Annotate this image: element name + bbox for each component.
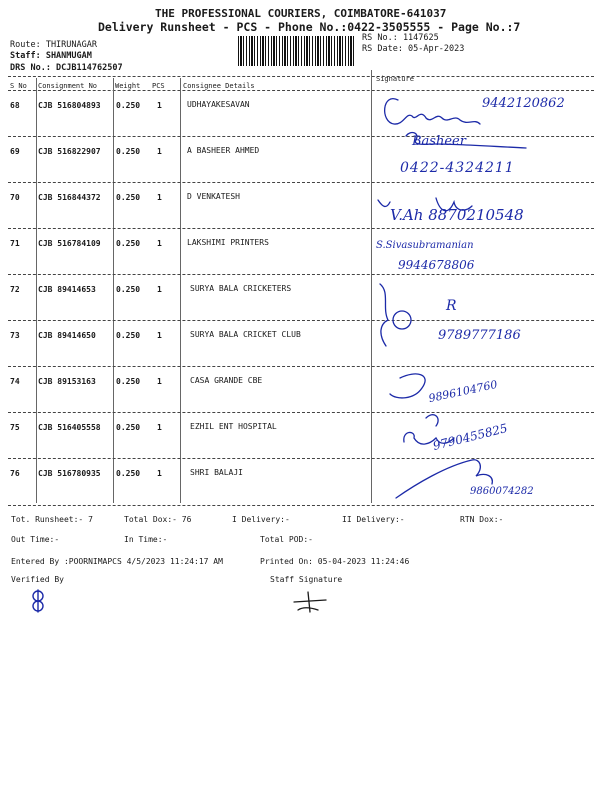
row-consignee: UDHAYAKESAVAN bbox=[187, 100, 250, 109]
out-time: Out Time:- bbox=[11, 535, 60, 544]
col-header-weight: Weight bbox=[115, 82, 141, 90]
in-time: In Time:- bbox=[124, 535, 168, 544]
verifier-signature-mark bbox=[26, 588, 56, 614]
handwritten-phone: 9442120862 bbox=[482, 96, 565, 111]
col-divider bbox=[113, 78, 114, 503]
col-divider bbox=[36, 78, 37, 503]
row-pcs: 1 bbox=[157, 193, 162, 202]
handwritten-phone: 9944678806 bbox=[398, 258, 475, 272]
row-consignment: CJB 516822907 bbox=[38, 147, 101, 156]
row-consignee: A BASHEER AHMED bbox=[187, 146, 260, 155]
rs-number: RS No.: 1147625 bbox=[362, 33, 439, 43]
staff-label: Staff: SHANMUGAM bbox=[10, 51, 92, 61]
handwritten-phone: 9789777186 bbox=[438, 328, 521, 343]
col-divider bbox=[180, 78, 181, 503]
col-header-consignment: Consignment No bbox=[38, 82, 98, 90]
row-weight: 0.250 bbox=[116, 193, 141, 202]
row-sno: 70 bbox=[10, 193, 20, 202]
row-consignee: EZHIL ENT HOSPITAL bbox=[190, 422, 277, 431]
ii-delivery: II Delivery:- bbox=[342, 515, 405, 524]
col-divider bbox=[371, 70, 372, 503]
col-header-pcs: PCS bbox=[152, 82, 165, 90]
col-header-signature: Signature bbox=[376, 75, 414, 83]
row-consignment: CJB 516405558 bbox=[38, 423, 101, 432]
entered-by: Entered By :POORNIMAPCS 4/5/2023 11:24:17 AM bbox=[11, 557, 223, 566]
row-consignment: CJB 89414653 bbox=[38, 285, 96, 294]
row-weight: 0.250 bbox=[116, 101, 141, 110]
route-label: Route: THIRUNAGAR bbox=[10, 40, 97, 50]
row-pcs: 1 bbox=[157, 147, 162, 156]
company-title: THE PROFESSIONAL COURIERS, COIMBATORE-641037 bbox=[155, 7, 447, 20]
handwritten-signature: V.Ah 8870210548 bbox=[390, 206, 524, 224]
handwritten-name: S.Sivasubramanian bbox=[376, 240, 474, 251]
runsheet-subtitle: Delivery Runsheet - PCS - Phone No.:0422-3505555 - Page No.:7 bbox=[98, 20, 521, 34]
handwritten-initial: R bbox=[446, 298, 457, 314]
handwritten-phone: 9860074282 bbox=[470, 486, 534, 497]
row-consignment: CJB 89414650 bbox=[38, 331, 96, 340]
row-sno: 76 bbox=[10, 469, 20, 478]
row-sno: 73 bbox=[10, 331, 20, 340]
staff-signature-label: Staff Signature bbox=[270, 575, 343, 584]
barcode bbox=[238, 36, 354, 66]
row-sno: 75 bbox=[10, 423, 20, 432]
rs-date: RS Date: 05-Apr-2023 bbox=[362, 44, 465, 54]
handwritten-phone: 0422-4324211 bbox=[400, 160, 515, 176]
row-pcs: 1 bbox=[157, 469, 162, 478]
row-sno: 68 bbox=[10, 101, 20, 110]
row-sno: 74 bbox=[10, 377, 20, 386]
row-sno: 72 bbox=[10, 285, 20, 294]
row-consignee: SURYA BALA CRICKETERS bbox=[190, 284, 292, 293]
table-top-rule bbox=[8, 76, 594, 77]
row-consignment: CJB 516844372 bbox=[38, 193, 101, 202]
row-weight: 0.250 bbox=[116, 239, 141, 248]
row-consignee: LAKSHIMI PRINTERS bbox=[187, 238, 269, 247]
drs-number: DRS No.: DCJB114762507 bbox=[10, 63, 123, 73]
row-consignee: SHRI BALAJI bbox=[190, 468, 243, 477]
total-runsheet: Tot. Runsheet:- 7 bbox=[11, 515, 93, 524]
verified-by-label: Verified By bbox=[11, 575, 64, 584]
row-pcs: 1 bbox=[157, 423, 162, 432]
table-bottom-rule bbox=[8, 505, 594, 506]
row-weight: 0.250 bbox=[116, 469, 141, 478]
row-consignment: CJB 516804893 bbox=[38, 101, 101, 110]
row-pcs: 1 bbox=[157, 239, 162, 248]
row-consignee: D VENKATESH bbox=[187, 192, 240, 201]
row-consignee: SURYA BALA CRICKET CLUB bbox=[190, 330, 301, 339]
row-pcs: 1 bbox=[157, 377, 162, 386]
row-weight: 0.250 bbox=[116, 285, 141, 294]
row-weight: 0.250 bbox=[116, 331, 141, 340]
row-sno: 71 bbox=[10, 239, 20, 248]
row-consignment: CJB 89153163 bbox=[38, 377, 96, 386]
staff-signature-mark bbox=[290, 588, 330, 616]
row-consignment: CJB 516784109 bbox=[38, 239, 101, 248]
col-header-consignee: Consignee Details bbox=[183, 82, 255, 90]
total-pod: Total POD:- bbox=[260, 535, 313, 544]
handwritten-name: Basheer bbox=[412, 134, 466, 149]
row-weight: 0.250 bbox=[116, 147, 141, 156]
row-sno: 69 bbox=[10, 147, 20, 156]
col-header-sno: S No bbox=[10, 82, 27, 90]
printed-on: Printed On: 05-04-2023 11:24:46 bbox=[260, 557, 410, 566]
row-consignment: CJB 516780935 bbox=[38, 469, 101, 478]
handwritten-phone: 9790455825 bbox=[431, 420, 509, 454]
row-weight: 0.250 bbox=[116, 377, 141, 386]
rtn-dox: RTN Dox:- bbox=[460, 515, 504, 524]
handwritten-phone: 9896104760 bbox=[427, 377, 499, 406]
row-weight: 0.250 bbox=[116, 423, 141, 432]
i-delivery: I Delivery:- bbox=[232, 515, 290, 524]
row-pcs: 1 bbox=[157, 331, 162, 340]
total-dox: Total Dox:- 76 bbox=[124, 515, 192, 524]
row-pcs: 1 bbox=[157, 101, 162, 110]
row-consignee: CASA GRANDE CBE bbox=[190, 376, 263, 385]
row-pcs: 1 bbox=[157, 285, 162, 294]
